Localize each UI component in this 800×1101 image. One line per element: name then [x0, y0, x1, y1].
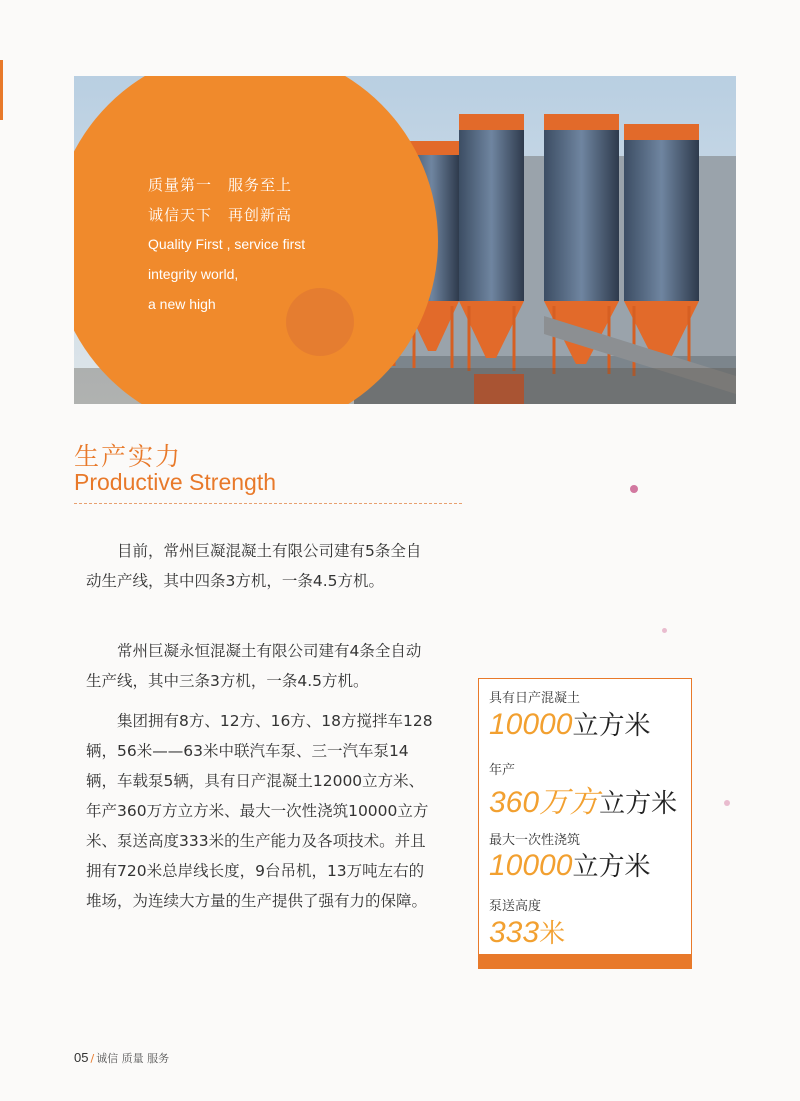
stat-value	[489, 705, 650, 742]
stat-value	[489, 777, 677, 821]
body-paragraph-1: 目前，常州巨凝混凝土有限公司建有5条全自动生产线，其中四条3方机，一条4.5方机。	[86, 542, 422, 590]
edge-accent-bar	[0, 60, 3, 120]
section-title-cn: 生产实力	[74, 442, 183, 471]
page-number: 05	[74, 1050, 89, 1065]
section-divider	[74, 503, 462, 504]
ink-speck	[662, 628, 667, 633]
stat-label: 具有日产混凝土	[489, 691, 581, 706]
stat-unit: 立方米	[572, 852, 651, 882]
slogan-en-line3: a new high	[148, 296, 216, 312]
page-footer: 05 / 诚信 质量 服务	[74, 1050, 170, 1065]
slogan-cn-line1: 质量第一 服务至上	[148, 176, 293, 194]
slogan-en-line2: integrity world,	[148, 266, 239, 282]
stat-number: 10000	[489, 849, 573, 882]
stat-number: 333	[489, 916, 540, 949]
stat-unit: 米	[539, 919, 566, 949]
stat-label: 年产	[489, 763, 516, 778]
stat-value	[489, 846, 650, 883]
body-paragraph-3: 集团拥有8方、12方、16方、18方搅拌车128辆，56米——63米中联汽车泵、三一汽车泵14辆，车载泵5辆，具有日产混凝土12000立方米、年产360万方立方米、最大一次性浇筑10000立方米、泵送高度333米的生产能力及各项技术。并且拥有720米总岸线长度，9台吊机，13万吨左右的堆场，为连续大方量的生产提供了强有力的保障。	[86, 712, 433, 910]
ink-speck	[630, 485, 638, 493]
body-paragraph-2: 常州巨凝永恒混凝土有限公司建有4条全自动生产线，其中三条3方机，一条4.5方机。	[86, 642, 422, 690]
slogan-cn-line2: 诚信天下 再创新高	[148, 206, 293, 224]
stat-unit: 立方米	[599, 789, 678, 819]
stat-unit: 立方米	[572, 711, 651, 741]
small-overlay-circle	[286, 288, 354, 356]
slogan-en-line1: Quality First , service first	[148, 236, 306, 252]
stat-label: 泵送高度	[489, 899, 542, 914]
section-title-en: Productive Strength	[74, 469, 277, 495]
ink-speck	[724, 800, 730, 806]
stats-footer-bar	[478, 954, 692, 969]
stat-number: 360万方	[489, 786, 600, 819]
stat-value	[489, 913, 565, 950]
stats-box	[478, 678, 692, 968]
stat-label: 最大一次性浇筑	[489, 833, 581, 848]
footer-text: 诚信 质量 服务	[96, 1052, 170, 1065]
hero-banner	[74, 76, 736, 404]
stat-number: 10000	[489, 708, 573, 741]
